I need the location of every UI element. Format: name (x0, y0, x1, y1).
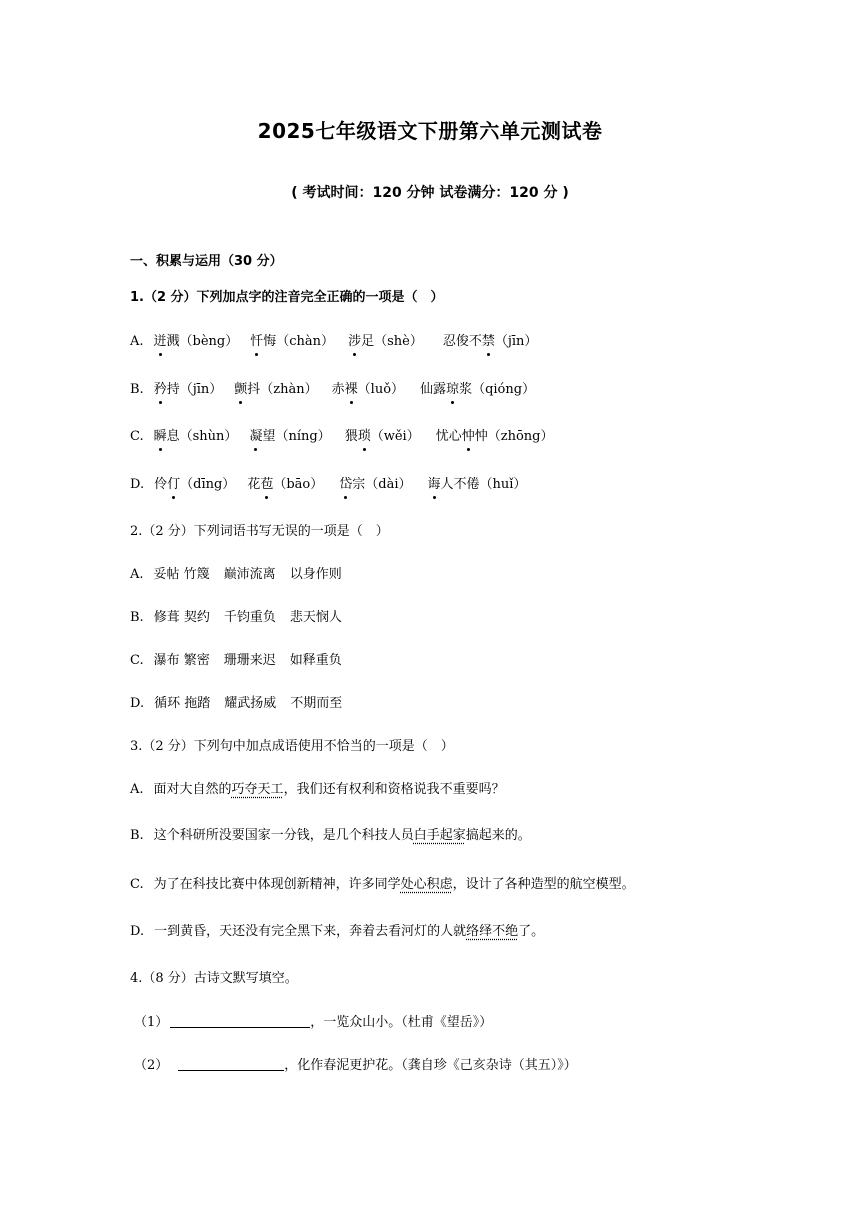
q1-option-a: A. 迸溅（bèng） 忏悔（chàn） 涉足（shè） 忍俊不禁（jīn） (130, 332, 537, 352)
q3-option-c: C. 为了在科技比赛中体现创新精神，许多同学处心积虑，设计了各种造型的航空模型。 (130, 877, 635, 892)
dotted-idiom: 络绎不绝 (466, 924, 519, 939)
dotted-idiom: 处心积虑 (400, 877, 453, 892)
section-heading: 一、积累与运用（30 分） (130, 254, 283, 269)
q1-stem: 1.（2 分）下列加点字的注音完全正确的一项是（ ） (130, 290, 444, 305)
q2-option-d: D. 循环 拖踏 耀武扬威 不期而至 (130, 696, 343, 711)
q3-option-a: A. 面对大自然的巧夺天工，我们还有权利和资格说我不重要吗？ (130, 782, 505, 797)
q2-option-c: C. 瀑布 繁密 珊珊来迟 如释重负 (130, 653, 342, 668)
q1-option-c: C. 瞬息（shùn） 凝望（níng） 猥琐（wěi） 忧心忡忡（zhōng） (130, 427, 553, 447)
q3-option-d: D. 一到黄昏，天还没有完全黑下来，奔着去看河灯的人就络绎不绝了。 (130, 924, 545, 939)
q4-item-2: （2） ，化作春泥更护花。（龚自珍《己亥杂诗（其五）》） (134, 1058, 577, 1073)
q1-option-b: B. 矜持（jīn） 颤抖（zhàn） 赤裸（luǒ） 仙露琼浆（qióng） (130, 380, 535, 400)
q1-option-d: D. 伶仃（dīng） 花苞（bāo） 岱宗（dài） 诲人不倦（huǐ） (130, 475, 526, 495)
q2-option-a: A. 妥帖 竹篾 巅沛流离 以身作则 (130, 567, 342, 582)
q4-stem: 4.（8 分）古诗文默写填空。 (130, 971, 298, 986)
q3-stem: 3.（2 分）下列句中加点成语使用不恰当的一项是（ ） (130, 739, 454, 754)
fill-blank[interactable] (170, 1013, 310, 1028)
fill-blank[interactable] (178, 1056, 284, 1071)
dotted-idiom: 白手起家 (413, 828, 466, 843)
q4-item-1: （1） ，一览众山小。（杜甫《望岳》） (134, 1015, 493, 1030)
exam-subtitle: ( 考试时间：120 分钟 试卷满分：120 分 ) (291, 185, 569, 201)
q2-option-b: B. 修葺 契约 千钧重负 悲天悯人 (130, 610, 342, 625)
exam-title: 2025七年级语文下册第六单元测试卷 (257, 119, 603, 143)
q3-option-b: B. 这个科研所没要国家一分钱，是几个科技人员白手起家搞起来的。 (130, 828, 531, 843)
q2-stem: 2.（2 分）下列词语书写无误的一项是（ ） (130, 524, 389, 539)
dotted-idiom: 巧夺天工 (231, 782, 284, 797)
